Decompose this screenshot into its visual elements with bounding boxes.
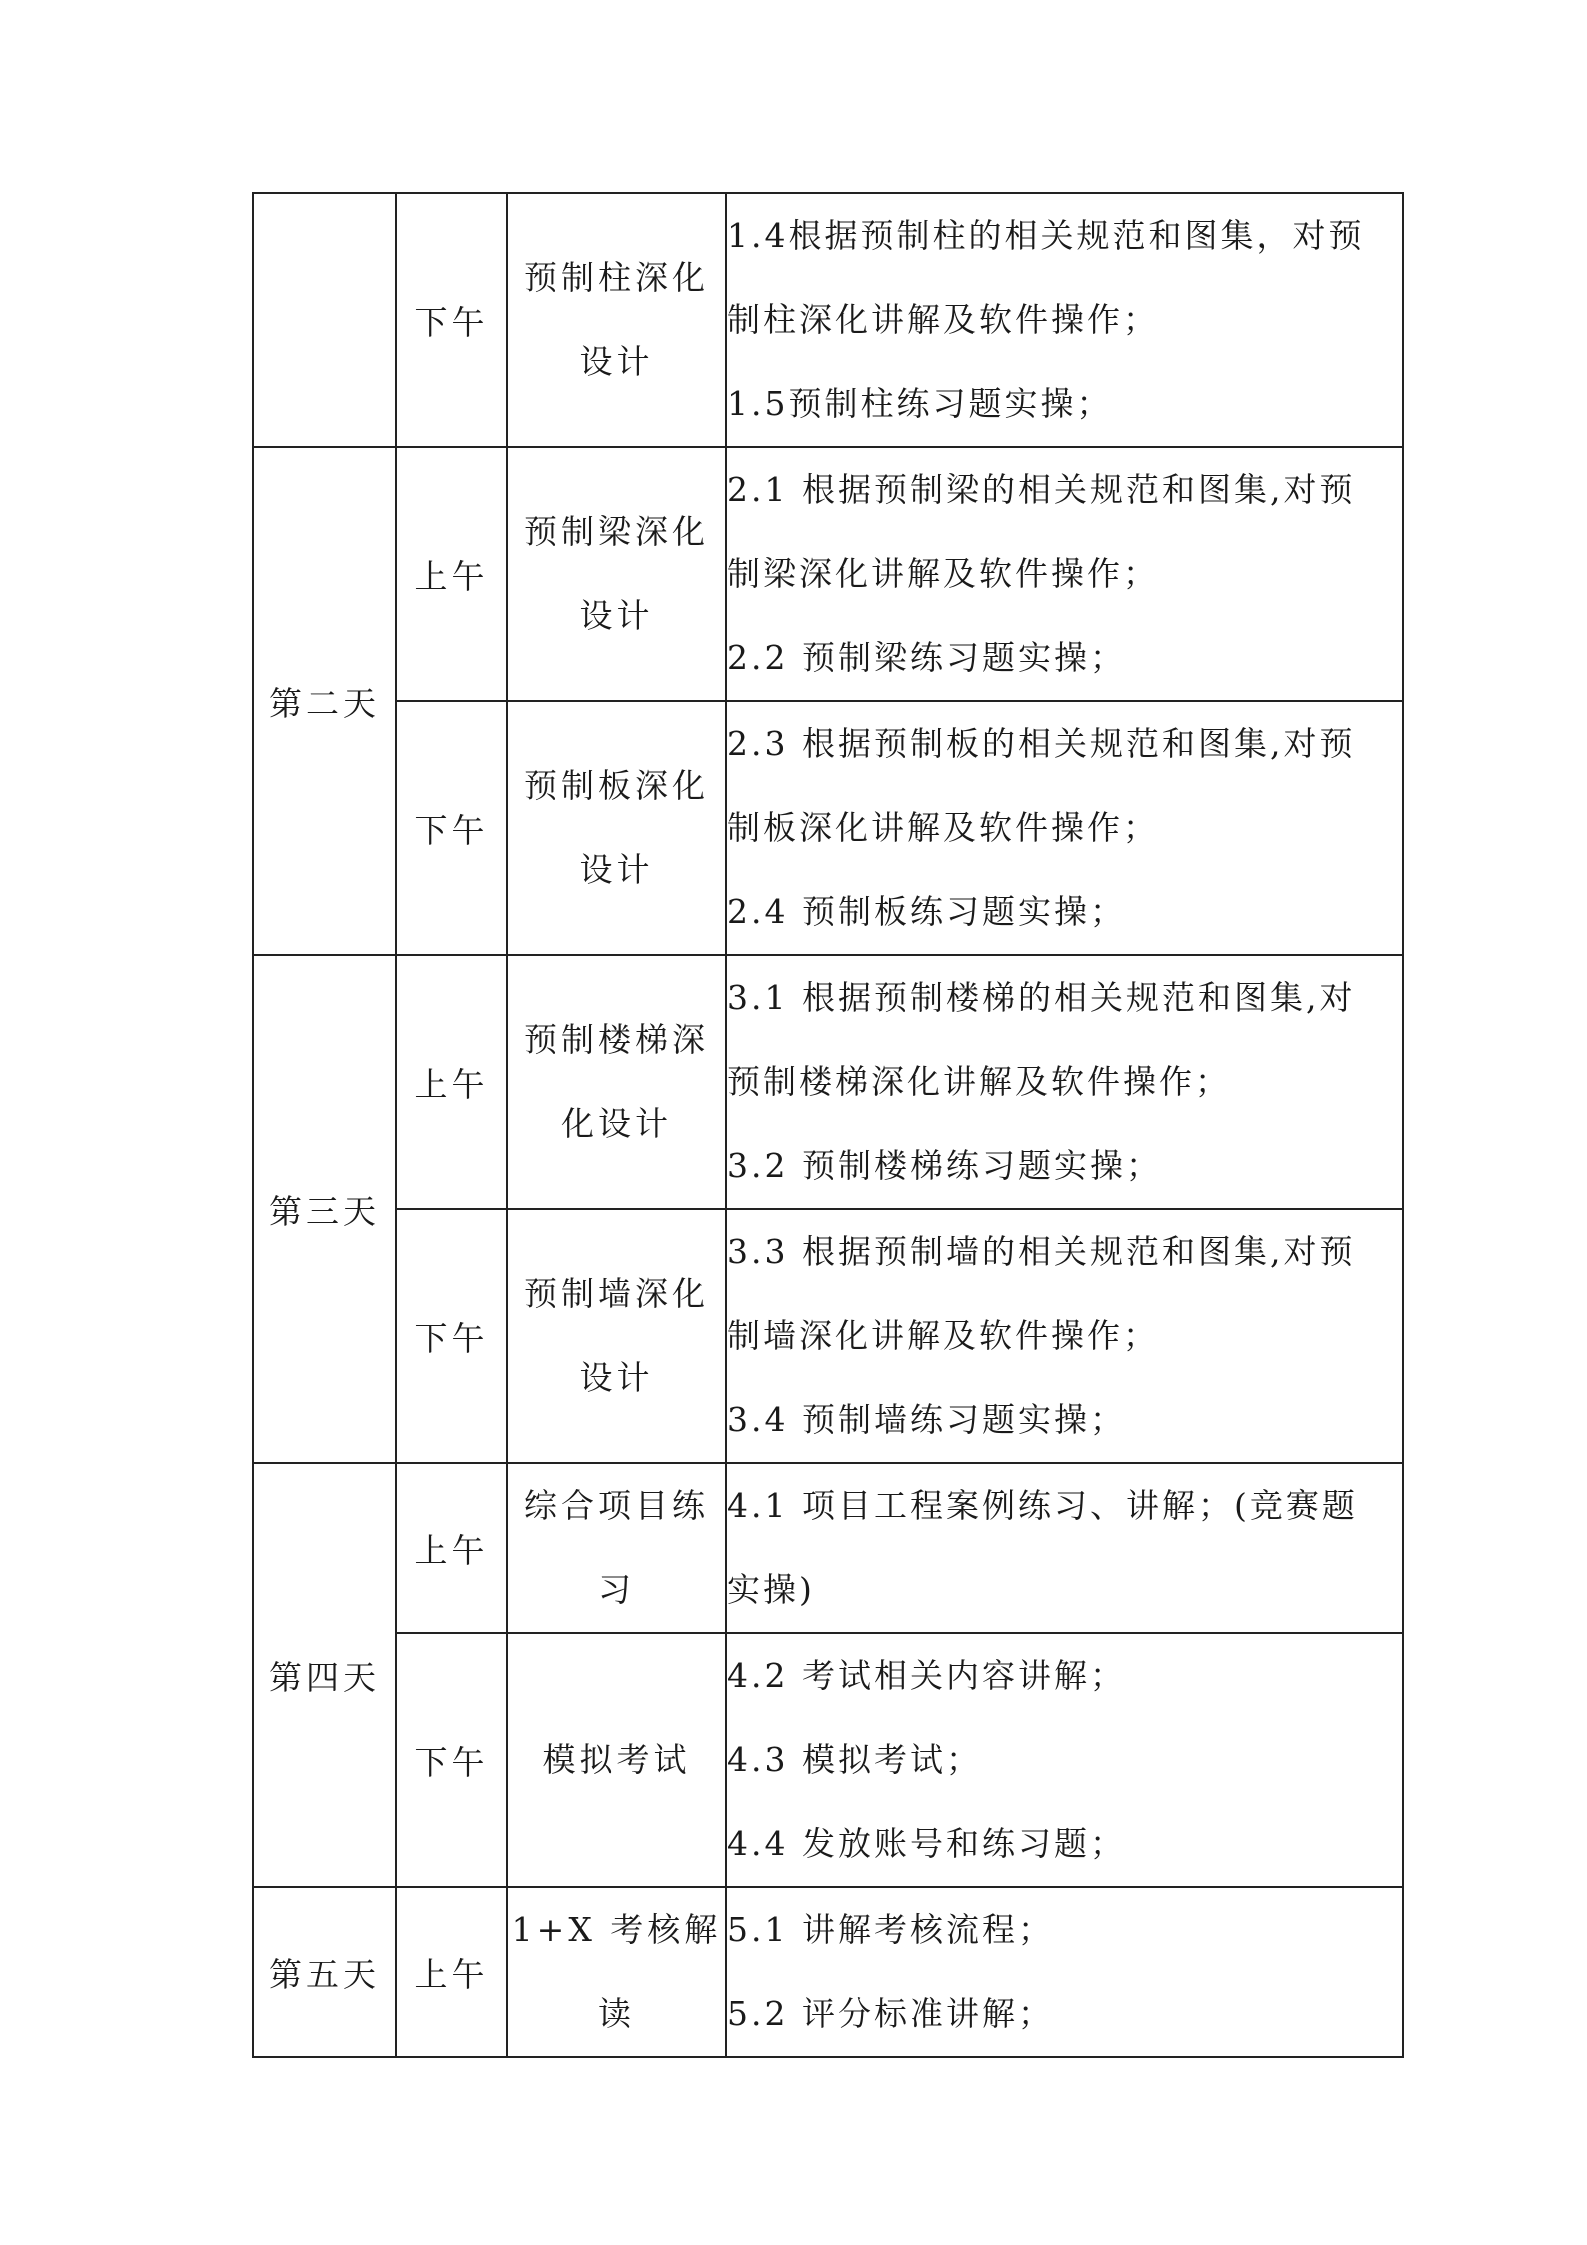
content-line: 4.2 考试相关内容讲解； [727, 1656, 1126, 1695]
content-cell [726, 701, 1403, 955]
topic-cell [507, 955, 726, 1209]
period-cell: 上午 [396, 1887, 507, 2057]
content-line: 实操) [727, 1570, 815, 1609]
period-cell: 上午 [396, 955, 507, 1209]
topic-cell [507, 447, 726, 701]
content-line: 3.4 预制墙练习题实操； [727, 1400, 1126, 1439]
period-cell: 下午 [396, 1633, 507, 1887]
content-line: 3.2 预制楼梯练习题实操； [727, 1146, 1162, 1185]
content-cell [726, 1633, 1403, 1887]
topic-text: 预制楼梯深化设计 [524, 1020, 709, 1143]
topic-text: 综合项目练习 [524, 1486, 709, 1609]
table-row [253, 1209, 1403, 1463]
content-line: 3.3 根据预制墙的相关规范和图集,对预 [727, 1232, 1356, 1271]
content-line: 3.1 根据预制楼梯的相关规范和图集,对 [727, 978, 1356, 1017]
content-cell [726, 1209, 1403, 1463]
period-cell: 下午 [396, 701, 507, 955]
table-row [253, 447, 1403, 701]
training-schedule-table [252, 192, 1404, 2058]
topic-cell [507, 1633, 726, 1887]
content-line: 2.3 根据预制板的相关规范和图集,对预 [727, 724, 1356, 763]
content-line: 制板深化讲解及软件操作； [727, 808, 1159, 847]
day-cell: 第四天 [253, 1463, 396, 1887]
content-line: 5.2 评分标准讲解； [727, 1994, 1054, 2033]
content-cell [726, 193, 1403, 447]
topic-text: 模拟考试 [542, 1740, 691, 1779]
content-cell [726, 955, 1403, 1209]
topic-text: 预制板深化设计 [524, 766, 709, 889]
period-cell: 下午 [396, 193, 507, 447]
content-cell [726, 1463, 1403, 1633]
day-cell [253, 193, 396, 447]
table-row [253, 1463, 1403, 1633]
content-line: 制梁深化讲解及软件操作； [727, 554, 1159, 593]
period-cell: 下午 [396, 1209, 507, 1463]
table-row [253, 1887, 1403, 2057]
content-line: 1.4根据预制柱的相关规范和图集，对预 [727, 216, 1365, 255]
table-row [253, 701, 1403, 955]
table-row [253, 955, 1403, 1209]
content-line: 5.1 讲解考核流程； [727, 1910, 1054, 1949]
content-line: 2.1 根据预制梁的相关规范和图集,对预 [727, 470, 1356, 509]
topic-cell [507, 1887, 726, 2057]
table-row [253, 1633, 1403, 1887]
content-line: 预制楼梯深化讲解及软件操作； [727, 1062, 1231, 1101]
period-cell: 上午 [396, 1463, 507, 1633]
topic-cell [507, 1463, 726, 1633]
topic-text: 1+X 考核解读 [511, 1910, 722, 2033]
day-cell: 第五天 [253, 1887, 396, 2057]
content-line: 4.1 项目工程案例练习、讲解；(竞赛题 [727, 1486, 1358, 1525]
content-line: 2.2 预制梁练习题实操； [727, 638, 1126, 677]
content-line: 2.4 预制板练习题实操； [727, 892, 1126, 931]
content-line: 制墙深化讲解及软件操作； [727, 1316, 1159, 1355]
day-cell: 第三天 [253, 955, 396, 1463]
content-line: 4.4 发放账号和练习题； [727, 1824, 1126, 1863]
topic-cell [507, 193, 726, 447]
topic-cell [507, 1209, 726, 1463]
topic-text: 预制梁深化设计 [524, 512, 709, 635]
topic-text: 预制墙深化设计 [524, 1274, 709, 1397]
day-cell: 第二天 [253, 447, 396, 955]
content-line: 1.5预制柱练习题实操； [727, 384, 1113, 423]
table-row [253, 193, 1403, 447]
period-cell: 上午 [396, 447, 507, 701]
topic-text: 预制柱深化设计 [524, 258, 709, 381]
content-line: 制柱深化讲解及软件操作； [727, 300, 1159, 339]
content-line: 4.3 模拟考试； [727, 1740, 982, 1779]
content-cell [726, 447, 1403, 701]
content-cell [726, 1887, 1403, 2057]
topic-cell [507, 701, 726, 955]
